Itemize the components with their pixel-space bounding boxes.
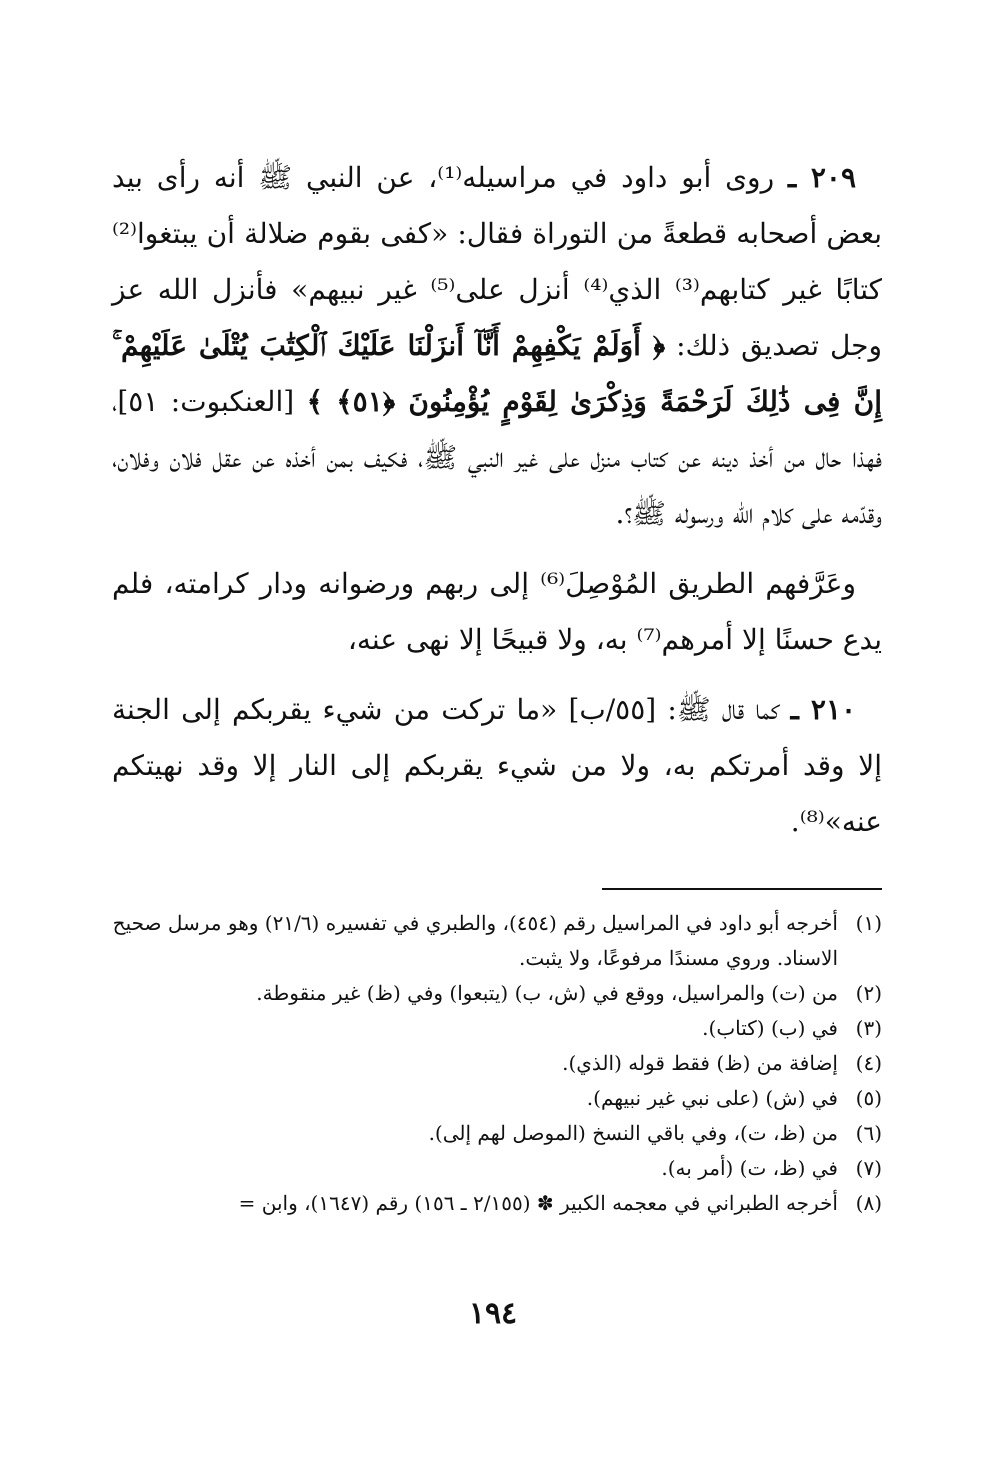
footnote-number: (٤): [855, 1051, 882, 1075]
footnotes: [106, 906, 882, 1221]
footnote-number: (٢): [855, 981, 882, 1005]
paragraph-text-continued: [العنكبوت: ٥١]، فهذا حال من أخذ دينه عن كتاب منزل على غير النبي ﷺ، فكيف بمن أخذه عن عقل فلان وفلان، وقدّمه على كلام الله ورسوله ﷺ؟.: [112, 385, 882, 530]
footnote-text: في (ش) (على نبي غير نبيهم).: [586, 1086, 838, 1110]
footnote-item: [106, 1151, 882, 1186]
paragraph-text: روى أبو داود في مراسيله⁽¹⁾، عن النبي ﷺ أنه رأى بيد بعض أصحابه قطعةً من التوراة فقال: «كفى بقوم ضلالة أن يبتغوا⁽²⁾ كتابًا غير كتابهم⁽³⁾ الذي⁽⁴⁾ أنزل على⁽⁵⁾ غير نبيهم» فأنزل الله عز وجل تصديق ذلك:: [112, 161, 883, 362]
footnote-text: إضافة من (ظ) فقط قوله (الذي).: [562, 1051, 838, 1075]
footnote-number: (١): [855, 911, 882, 935]
footnote-separator: [602, 888, 882, 890]
footnote-text: من (ت) والمراسيل، ووقع في (ش، ب) (يتبعوا) وفي (ظ) غير منقوطة.: [256, 981, 838, 1005]
footnote-number: (٣): [855, 1016, 882, 1040]
footnote-number: (٥): [855, 1086, 882, 1110]
quran-verse: ﴿ أَوَلَمْ يَكْفِهِمْ أَنَّآ أَنزَلْنَا عَلَيْكَ ٱلْكِتَٰبَ يُتْلَىٰ عَلَيْهِمْ ۚ إِنَّ فِى ذَٰلِكَ لَرَحْمَةً وَذِكْرَىٰ لِقَوْمٍ يُؤْمِنُونَ ﴿٥١﴾ ﴾: [112, 329, 883, 418]
paragraph-text: وعَرَّفهم الطريق المُوْصِلَ⁽⁶⁾ إلى ربهم ورضوانه ودار كرامته، فلم يدع حسنًا إلا أمرهم⁽⁷⁾ به، ولا قبيحًا إلا نهى عنه،: [112, 567, 882, 656]
footnote-item: [106, 1046, 882, 1081]
footnote-item: [106, 1116, 882, 1151]
paragraph-number: ٢١٠ ـ: [790, 693, 857, 726]
footnote-item: [106, 976, 882, 1011]
footnote-text: في (ظ، ت) (أمر به).: [661, 1156, 838, 1180]
main-text: [112, 150, 882, 850]
paragraph-number: ٢٠٩ ـ: [787, 161, 857, 194]
footnote-item: [106, 906, 882, 976]
footnote-number: (٨): [855, 1191, 882, 1215]
footnote-text: أخرجه الطبراني في معجمه الكبير ✽ (٢/١٥٥ ـ ١٥٦) رقم (١٦٤٧)، وابن =: [238, 1191, 838, 1215]
footnote-item: [106, 1011, 882, 1046]
footnote-number: (٦): [855, 1121, 882, 1145]
footnote-number: (٧): [855, 1156, 882, 1180]
page-number: ١٩٤: [468, 1296, 518, 1331]
footnote-item: [106, 1081, 882, 1116]
footnote-text: أخرجه أبو داود في المراسيل رقم (٤٥٤)، والطبري في تفسيره (٢١/٦) وهو مرسل صحيح الاسناد. وروي مسندًا مرفوعًا، ولا يثبت.: [112, 911, 838, 970]
paragraph-210: [112, 682, 882, 850]
footnote-item: [106, 1186, 882, 1221]
footnote-text: من (ظ، ت)، وفي باقي النسخ (الموصل لهم إلى).: [428, 1121, 838, 1145]
footnote-text: في (ب) (كتاب).: [702, 1016, 838, 1040]
paragraph-209: [112, 150, 882, 542]
paragraph-text: كما قال ﷺ: [٥٥/ب] «ما تركت من شيء يقربكم إلى الجنة إلا وقد أمرتكم به، ولا من شيء يقربكم إلى النار إلا وقد نهيتكم عنه»⁽⁸⁾.: [112, 693, 882, 838]
paragraph-continuation: [112, 556, 882, 668]
